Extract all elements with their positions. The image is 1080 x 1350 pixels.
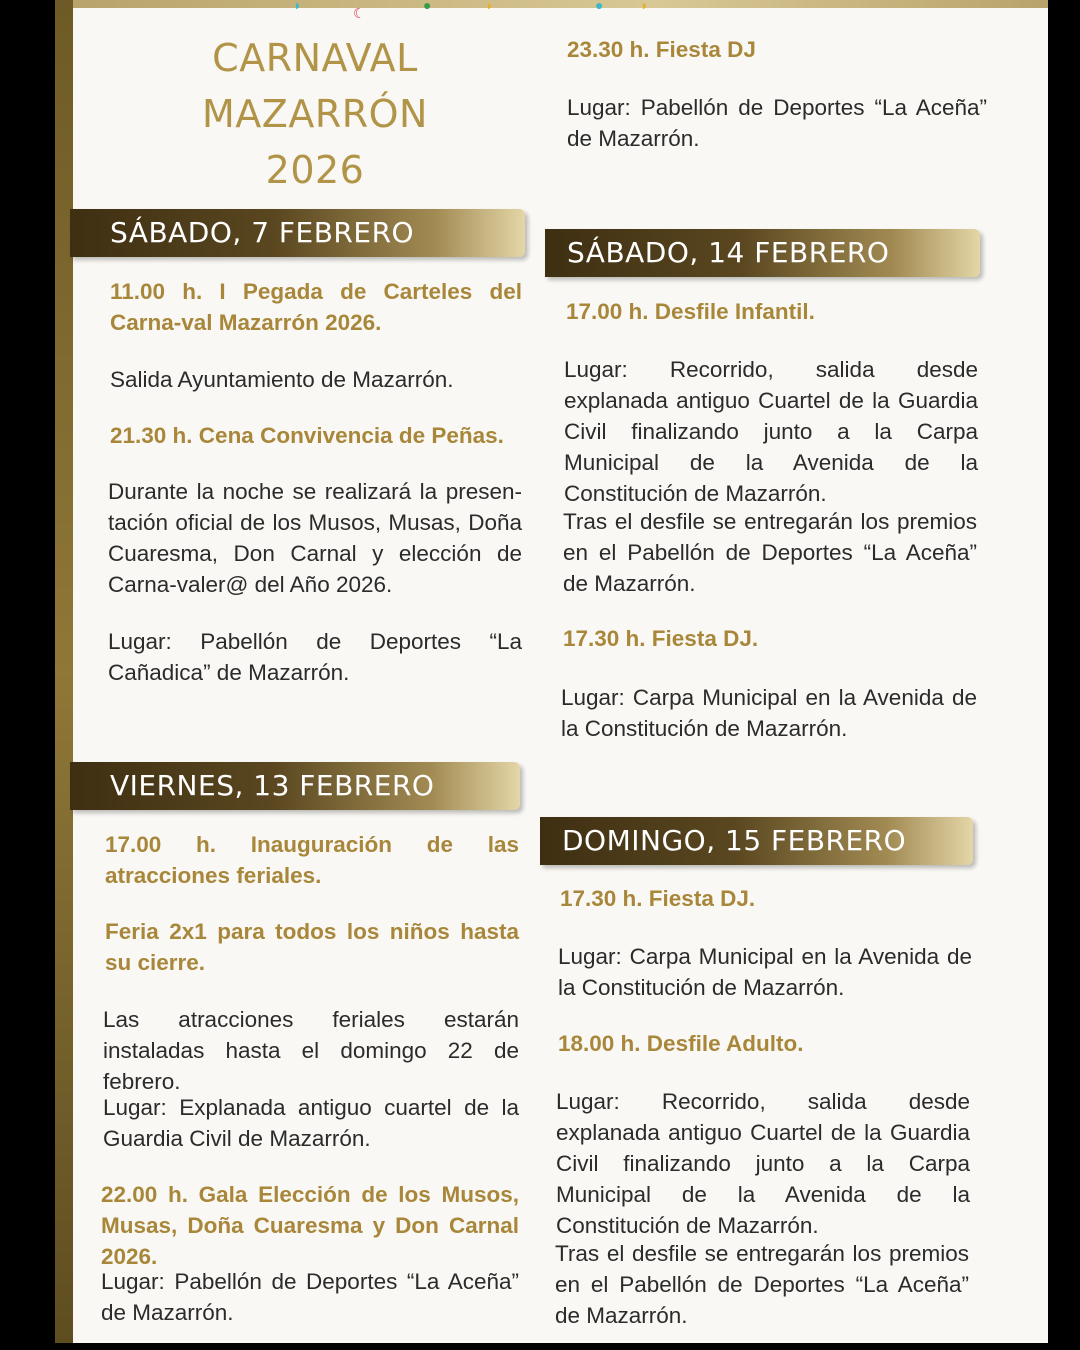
event-text: Durante la noche se realizará la presen-tación oficial de los Musos, Musas, Doña Cuaresma, Don Carnal y elección de Carna-valer@ del Año 2026. bbox=[108, 479, 522, 597]
confetti-decoration: ☾ bbox=[353, 5, 366, 21]
event-place: Lugar: Recorrido, salida desde explanada antiguo Cuartel de la Guardia Civil finalizando junto a la Carpa Municipal de la Avenida de la Constitución de Mazarrón. bbox=[556, 1089, 970, 1238]
event-feria-2x1: Feria 2x1 para todos los niños hasta su cierre. bbox=[105, 919, 519, 975]
event-gala-eleccion: 22.00 h. Gala Elección de los Musos, Musas, Doña Cuaresma y Don Carnal 2026. bbox=[101, 1182, 519, 1269]
event-place: Lugar: Recorrido, salida desde explanada antiguo Cuartel de la Guardia Civil finalizando junto a la Carpa Municipal de la Avenida de la Constitución de Mazarrón. bbox=[564, 357, 978, 506]
event-desfile-infantil: 17.00 h. Desfile Infantil. bbox=[566, 299, 815, 324]
event-text: Las atracciones feriales estarán instaladas hasta el domingo 22 de febrero. bbox=[103, 1007, 519, 1094]
event-place: Lugar: Pabellón de Deportes “La Aceña” de Mazarrón. bbox=[567, 95, 987, 151]
confetti-decoration: ● bbox=[423, 0, 432, 13]
event-text: Salida Ayuntamiento de Mazarrón. bbox=[110, 367, 454, 392]
carnival-poster bbox=[55, 0, 1048, 1343]
day-header-domingo-15: DOMINGO, 15 FEBRERO bbox=[540, 817, 973, 865]
confetti-decoration: ◗ bbox=[293, 0, 302, 13]
title-line-2: 2026 bbox=[265, 148, 365, 192]
confetti-decoration: ◗ bbox=[485, 0, 494, 13]
gold-top-bar bbox=[73, 0, 1048, 8]
day-header-sabado-7: SÁBADO, 7 FEBRERO bbox=[70, 209, 525, 257]
gold-side-bar bbox=[55, 0, 73, 1343]
day-header-viernes-13: VIERNES, 13 FEBRERO bbox=[70, 762, 520, 810]
event-place: Lugar: Carpa Municipal en la Avenida de la Constitución de Mazarrón. bbox=[561, 685, 977, 741]
event-fiesta-dj-2330: 23.30 h. Fiesta DJ bbox=[567, 37, 756, 62]
event-inauguracion-atracciones: 17.00 h. Inauguración de las atracciones feriales. bbox=[105, 832, 519, 888]
confetti-decoration: ◗ bbox=[640, 0, 649, 13]
event-cena-convivencia: 21.30 h. Cena Convivencia de Peñas. bbox=[110, 423, 504, 448]
event-place: Lugar: Pabellón de Deportes “La Cañadica” de Mazarrón. bbox=[108, 629, 522, 685]
event-fiesta-dj-1730: 17.30 h. Fiesta DJ. bbox=[563, 626, 759, 651]
day-header-sabado-14: SÁBADO, 14 FEBRERO bbox=[545, 229, 980, 277]
event-desfile-adulto: 18.00 h. Desfile Adulto. bbox=[558, 1031, 804, 1056]
confetti-decoration: ● bbox=[595, 0, 604, 13]
title-line-1: CARNAVAL MAZARRÓN bbox=[202, 36, 428, 136]
event-fiesta-dj-1730: 17.30 h. Fiesta DJ. bbox=[560, 886, 756, 911]
event-text: Tras el desfile se entregarán los premios en el Pabellón de Deportes “La Aceña” de Mazarrón. bbox=[563, 509, 977, 596]
event-place: Lugar: Pabellón de Deportes “La Aceña” de Mazarrón. bbox=[101, 1269, 519, 1325]
event-place: Lugar: Explanada antiguo cuartel de la Guardia Civil de Mazarrón. bbox=[103, 1095, 519, 1151]
poster-title bbox=[95, 30, 535, 198]
event-text: Tras el desfile se entregarán los premios en el Pabellón de Deportes “La Aceña” de Mazarrón. bbox=[555, 1241, 969, 1328]
event-pegada-carteles: 11.00 h. I Pegada de Carteles del Carna-val Mazarrón 2026. bbox=[110, 279, 522, 335]
event-place: Lugar: Carpa Municipal en la Avenida de la Constitución de Mazarrón. bbox=[558, 944, 972, 1000]
